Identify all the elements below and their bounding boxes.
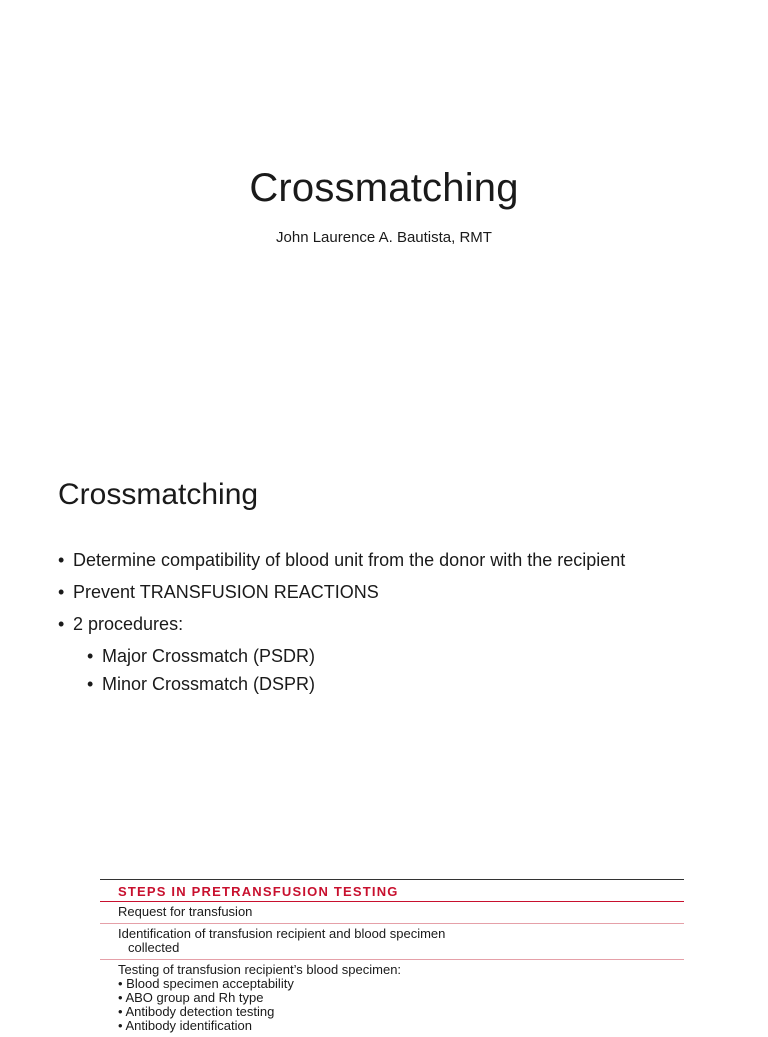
table-cell-continuation: collected (128, 940, 180, 955)
sub-bullet-item: • Minor Crossmatch (DSPR) (87, 672, 698, 696)
table-list-item: • ABO group and Rh type (118, 990, 264, 1005)
sub-bullet-item: • Major Crossmatch (PSDR) (87, 644, 698, 668)
table-cell: Identification of transfusion recipient and blood specimen (118, 926, 446, 941)
bullet-list (58, 548, 698, 700)
table-cell: Request for transfusion (118, 904, 253, 919)
bullet-item: • Determine compatibility of blood unit from the donor with the recipient (58, 548, 698, 572)
table-cell: Testing of transfusion recipient’s blood specimen: (118, 962, 402, 977)
bullet-item: • Prevent TRANSFUSION REACTIONS (58, 580, 698, 604)
table-list-item: • Antibody identification (118, 1018, 252, 1033)
table-list-item: • Antibody detection testing (118, 1004, 275, 1019)
pretransfusion-table (100, 879, 684, 1037)
table-title: STEPS IN PRETRANSFUSION TESTING (100, 879, 684, 902)
bullet-item: • 2 procedures: (58, 612, 698, 636)
table-list-item: • Blood specimen acceptability (118, 976, 294, 991)
slide-heading: Crossmatching (58, 478, 259, 511)
table-slide (0, 864, 768, 1033)
slide-title: Crossmatching (249, 166, 519, 210)
table-row (100, 902, 684, 924)
content-slide (0, 432, 768, 864)
table-row (100, 924, 684, 960)
slide-subtitle: John Laurence A. Bautista, RMT (276, 229, 492, 246)
table-row (100, 960, 684, 1037)
title-slide (0, 0, 768, 432)
